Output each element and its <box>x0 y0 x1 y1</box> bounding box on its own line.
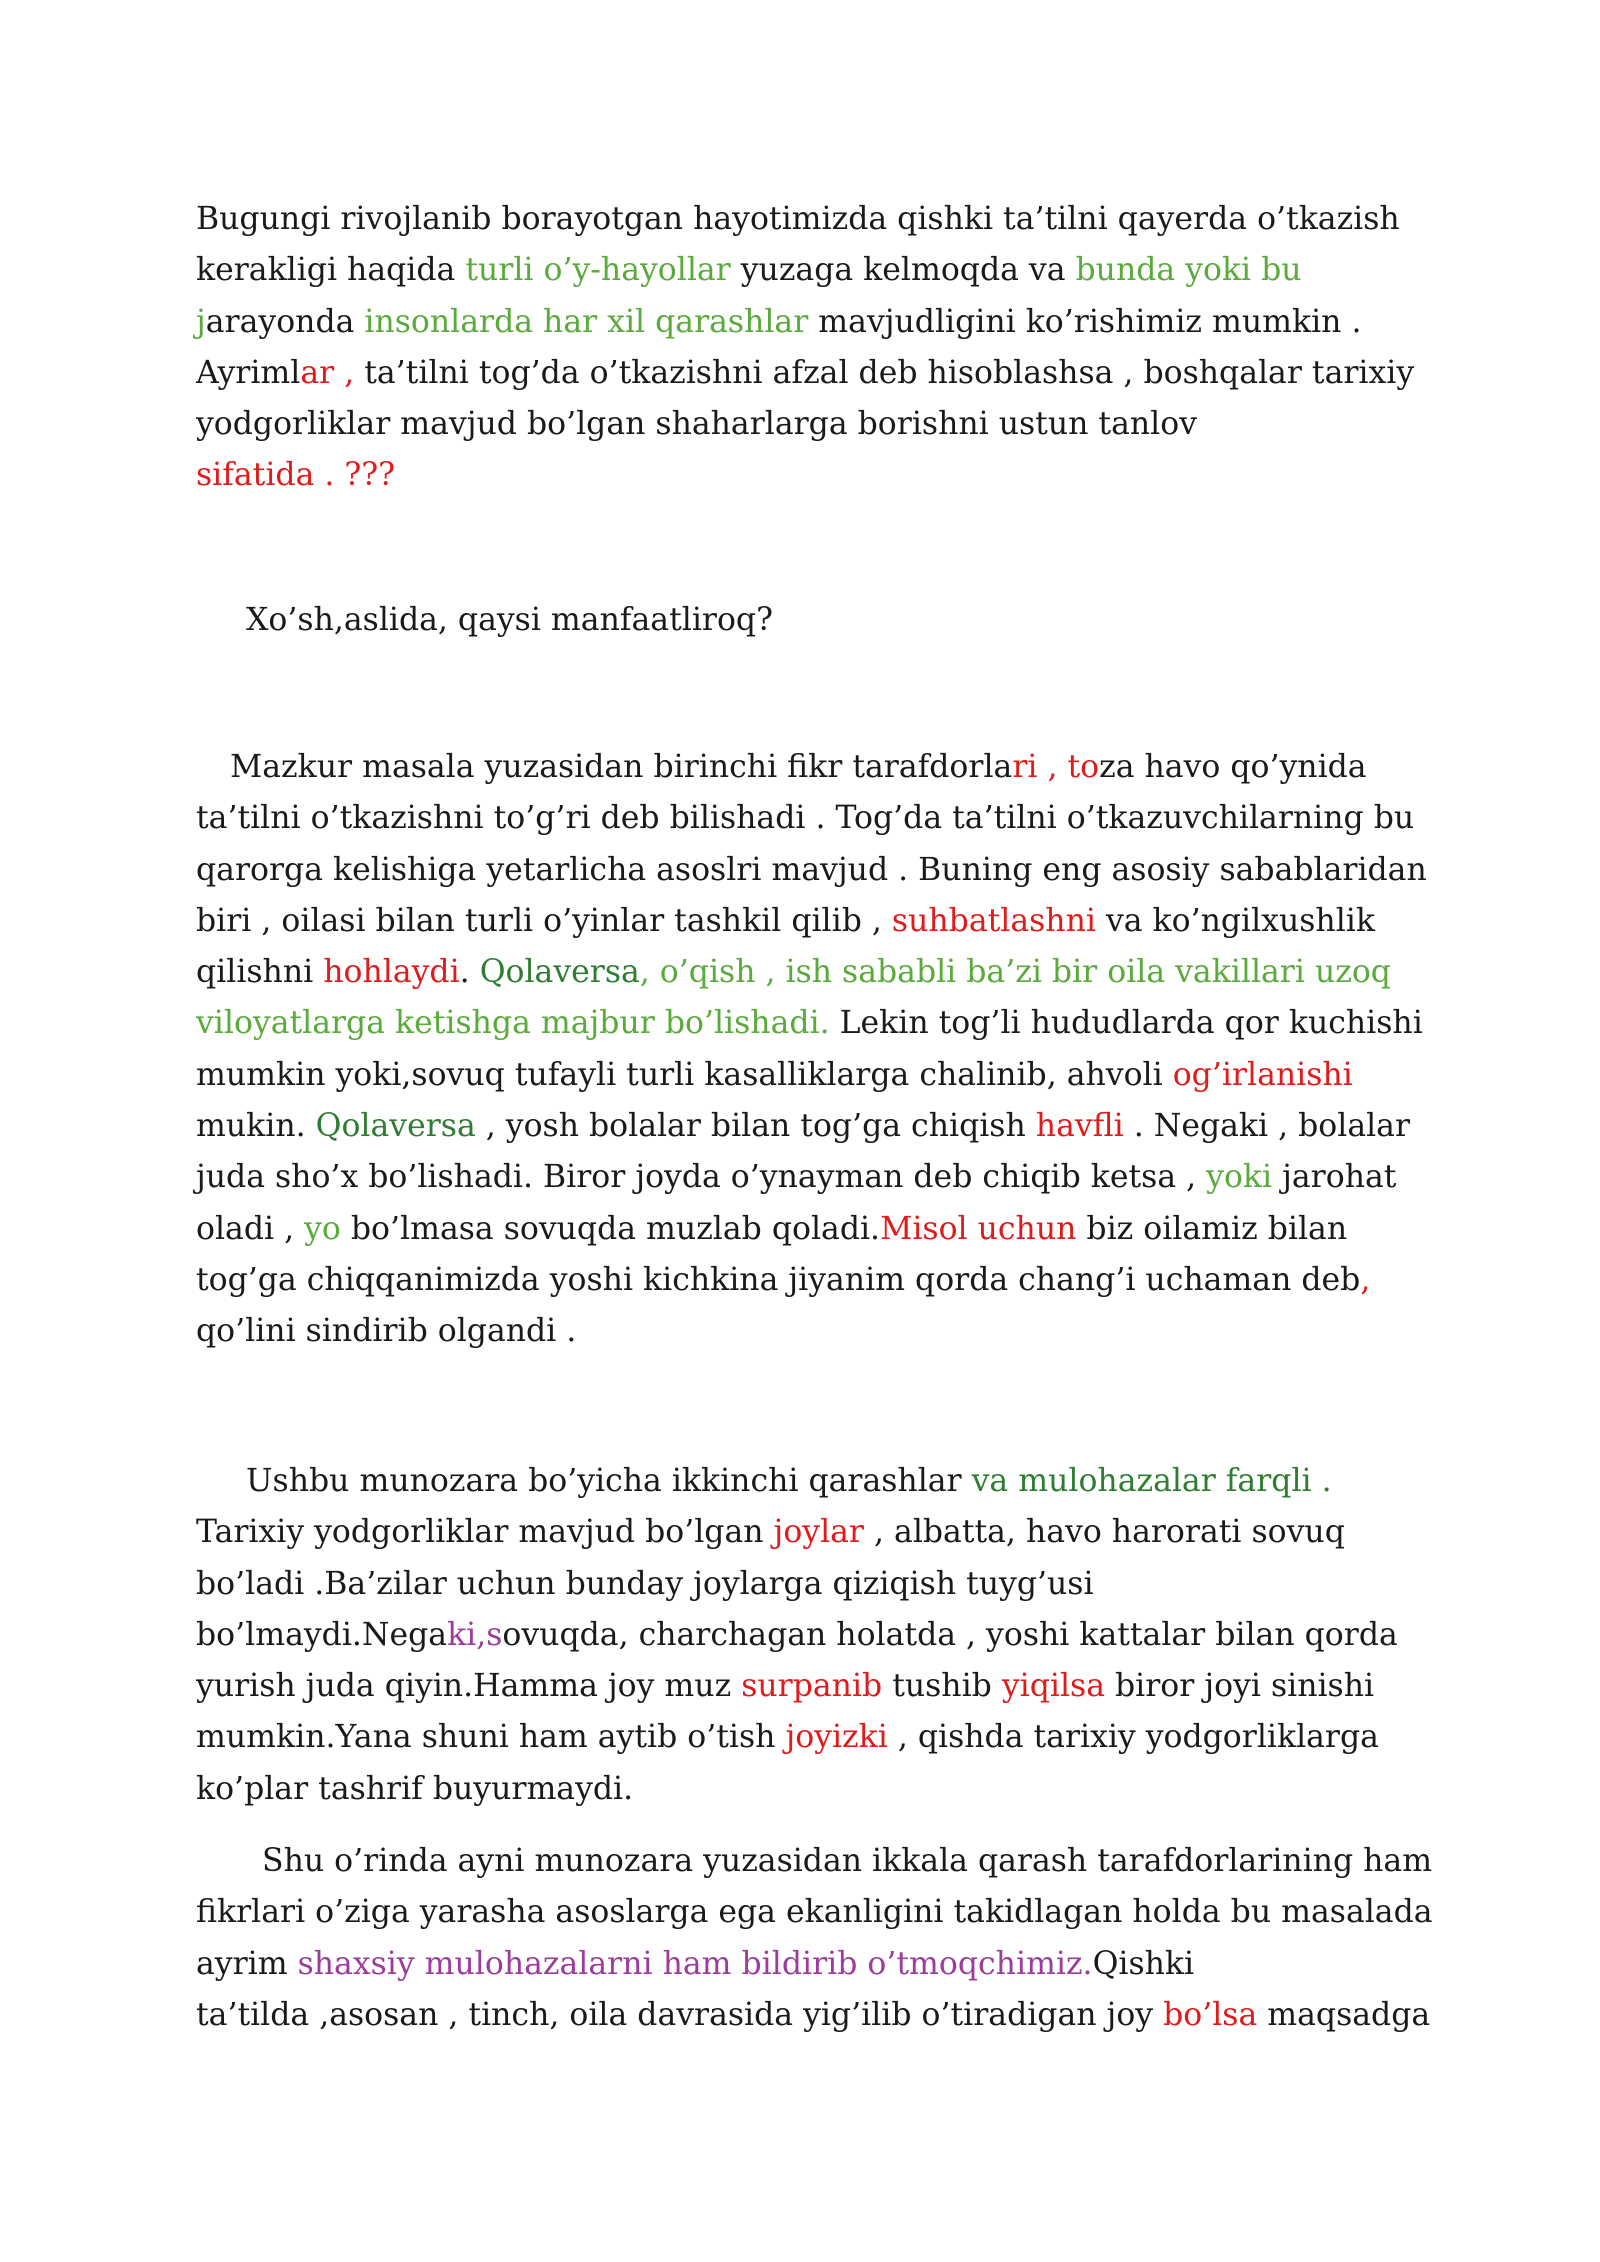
highlighted-text-run: shaxsiy mulohazalarni ham bildirib o’tmoqchimiz. <box>297 1945 1093 1982</box>
highlighted-text-run: bunda yoki bu <box>1075 252 1302 289</box>
text-run: juda sho’x bo’lishadi. Biror joyda o’ynayman deb chiqib ketsa , <box>196 1159 1207 1196</box>
highlighted-text-run: bo’lsa <box>1163 1996 1258 2033</box>
text-run: ayrim <box>196 1945 298 1982</box>
text-run: Qishki <box>1092 1945 1195 1982</box>
text-run: , qishda tarixiy yodgorliklarga <box>887 1719 1379 1756</box>
highlighted-text-run: va mulohazalar farqli . <box>971 1463 1332 1499</box>
highlighted-text-run: joylar <box>773 1514 864 1551</box>
text-line <box>196 1610 1456 1661</box>
highlighted-text-run: joyizki <box>785 1719 888 1756</box>
text-run: va ko’ngilxushlik <box>1095 902 1375 939</box>
text-run: ovuqda, charchagan holatda , yoshi kattalar bilan qorda <box>502 1616 1398 1653</box>
text-line <box>196 450 1456 501</box>
text-run: bo’lmasa sovuqda muzlab qoladi. <box>340 1210 881 1247</box>
highlighted-text-run: yoki <box>1206 1159 1273 1196</box>
text-line <box>196 1990 1456 2041</box>
text-run: ta’tilda ,asosan , tinch, oila davrasida yig’ilib o’tiradigan joy <box>196 1996 1164 2033</box>
text-line <box>196 1306 1456 1357</box>
highlighted-text-run: og’irlanishi <box>1172 1056 1353 1093</box>
text-run: yurish juda qiyin.Hamma joy muz <box>196 1668 742 1705</box>
text-line <box>196 245 1456 296</box>
text-line <box>196 845 1456 896</box>
text-line <box>196 1050 1456 1101</box>
paragraph-first-view <box>196 742 1456 1358</box>
text-run: . Negaki , bolalar <box>1123 1108 1411 1145</box>
highlighted-text-run: , <box>1360 1261 1371 1298</box>
text-line <box>196 1507 1456 1558</box>
highlighted-text-run: ri , to <box>1012 749 1100 785</box>
text-run: Ayriml <box>196 354 301 391</box>
text-line <box>196 399 1456 450</box>
text-line <box>196 742 1456 793</box>
text-run: yuzaga kelmoqda va <box>730 252 1076 289</box>
text-run: mukin. <box>196 1108 316 1145</box>
highlighted-text-run: Misol uchun <box>880 1210 1077 1247</box>
text-run: ta’tilni o’tkazishni to’g’ri deb bilishadi . Tog’da ta’tilni o’tkazuvchilarning bu <box>196 800 1415 837</box>
text-run: biz oilamiz bilan <box>1076 1210 1348 1247</box>
text-line <box>196 1255 1456 1306</box>
highlighted-text-run: viloyatlarga ketishga majbur bo’lishadi. <box>196 1005 830 1042</box>
highlighted-text-run: suhbatlashni <box>891 902 1096 939</box>
text-line <box>196 1204 1456 1255</box>
paragraph-second-view <box>196 1456 1456 1815</box>
text-run: mumkin.Yana shuni ham aytib o’tish <box>196 1719 786 1756</box>
highlighted-text-run: surpanib <box>741 1668 883 1705</box>
text-line <box>196 1939 1456 1990</box>
text-run: yodgorliklar mavjud bo’lgan shaharlarga borishni ustun tanlov <box>196 406 1197 443</box>
text-line <box>246 595 1506 646</box>
text-run: biror joyi sinishi <box>1105 1668 1375 1705</box>
text-run: jarohat <box>1272 1159 1397 1196</box>
highlighted-text-run: Qolaversa <box>315 1108 476 1145</box>
highlighted-text-run: turli o’y-hayollar <box>465 252 731 289</box>
text-run: ko’plar tashrif buyurmaydi. <box>196 1770 634 1807</box>
highlighted-text-run: ar , <box>300 354 355 391</box>
text-line <box>196 793 1456 844</box>
text-line <box>196 1712 1456 1763</box>
text-run: biri , oilasi bilan turli o’yinlar tashkil qilib , <box>196 902 892 939</box>
text-line <box>196 1456 1456 1507</box>
text-line <box>196 1661 1456 1712</box>
text-run: za havo qo’ynida <box>1099 749 1367 785</box>
text-run: arayonda <box>205 303 365 340</box>
text-line <box>196 1764 1456 1815</box>
text-run: fikrlari o’ziga yarasha asoslarga ega ekanligini takidlagan holda bu masalada <box>196 1894 1433 1931</box>
text-line <box>196 1887 1456 1938</box>
text-run: kerakligi haqida <box>196 252 466 289</box>
highlighted-text-run: yo <box>304 1210 341 1247</box>
highlighted-text-run: insonlarda har xil qarashlar <box>364 303 809 340</box>
highlighted-text-run: havfli <box>1035 1108 1124 1145</box>
text-line <box>196 1559 1456 1610</box>
text-line <box>196 1152 1456 1203</box>
text-run: Bugungi rivojlanib borayotgan hayotimizda qishki ta’tilni qayerda o’tkazish <box>196 201 1400 237</box>
text-run: mavjudligini ko’rishimiz mumkin . <box>808 303 1362 340</box>
text-run: bo’lmaydi.Nega <box>196 1616 448 1653</box>
text-run: Tarixiy yodgorliklar mavjud bo’lgan <box>196 1514 774 1551</box>
text-run: ta’tilni tog’da o’tkazishni afzal deb hisoblashsa , boshqalar tarixiy <box>354 354 1415 391</box>
highlighted-text-run: j <box>196 303 206 340</box>
paragraph-question <box>196 595 1506 646</box>
text-line <box>196 1101 1456 1152</box>
highlighted-text-run: hohlaydi <box>323 954 460 991</box>
text-run: Mazkur masala yuzasidan birinchi fikr tarafdorla <box>230 749 1013 785</box>
text-run: mumkin yoki,sovuq tufayli turli kasalliklarga chalinib, ahvoli <box>196 1056 1173 1093</box>
text-line <box>196 998 1456 1049</box>
text-run: oladi , <box>196 1210 305 1247</box>
text-run: Shu o’rinda ayni munozara yuzasidan ikkala qarash tarafdorlarining ham <box>262 1843 1433 1879</box>
text-run: maqsadga <box>1257 1996 1431 2033</box>
text-line <box>196 1836 1456 1887</box>
text-line <box>196 947 1456 998</box>
highlighted-text-run: ki,s <box>447 1616 503 1653</box>
text-line <box>196 194 1456 245</box>
text-run: qarorga kelishiga yetarlicha asoslri mavjud . Buning eng asosiy sabablaridan <box>196 851 1427 888</box>
text-run: bo’ladi .Ba’zilar uchun bunday joylarga qiziqish tuyg’usi <box>196 1565 1094 1602</box>
text-run: Lekin tog’li hududlarda qor kuchishi <box>829 1005 1423 1042</box>
highlighted-text-run: yiqilsa <box>1001 1668 1105 1705</box>
highlighted-text-run: sifatida . ??? <box>196 457 396 494</box>
highlighted-text-run: , o’qish , ish sababli ba’zi bir oila vakillari uzoq <box>639 954 1391 991</box>
text-run: , albatta, havo harorati sovuq <box>864 1514 1345 1551</box>
text-run: tog’ga chiqqanimizda yoshi kichkina jiyanim qorda chang’i uchaman deb <box>196 1261 1361 1298</box>
text-run: , yosh bolalar bilan tog’ga chiqish <box>475 1108 1036 1145</box>
paragraph-intro <box>196 194 1456 502</box>
text-run: . <box>459 954 480 991</box>
text-run: Ushbu munozara bo’yicha ikkinchi qarashlar <box>246 1463 972 1499</box>
text-run: qo’lini sindirib olgandi . <box>196 1313 577 1350</box>
text-line <box>196 348 1456 399</box>
paragraph-conclusion <box>196 1836 1456 2041</box>
text-run: qilishni <box>196 954 324 991</box>
text-line <box>196 297 1456 348</box>
highlighted-text-run: Qolaversa <box>479 954 640 991</box>
text-run: Xo’sh,aslida, qaysi manfaatliroq? <box>246 602 773 638</box>
text-run: tushib <box>882 1668 1002 1705</box>
text-line <box>196 896 1456 947</box>
